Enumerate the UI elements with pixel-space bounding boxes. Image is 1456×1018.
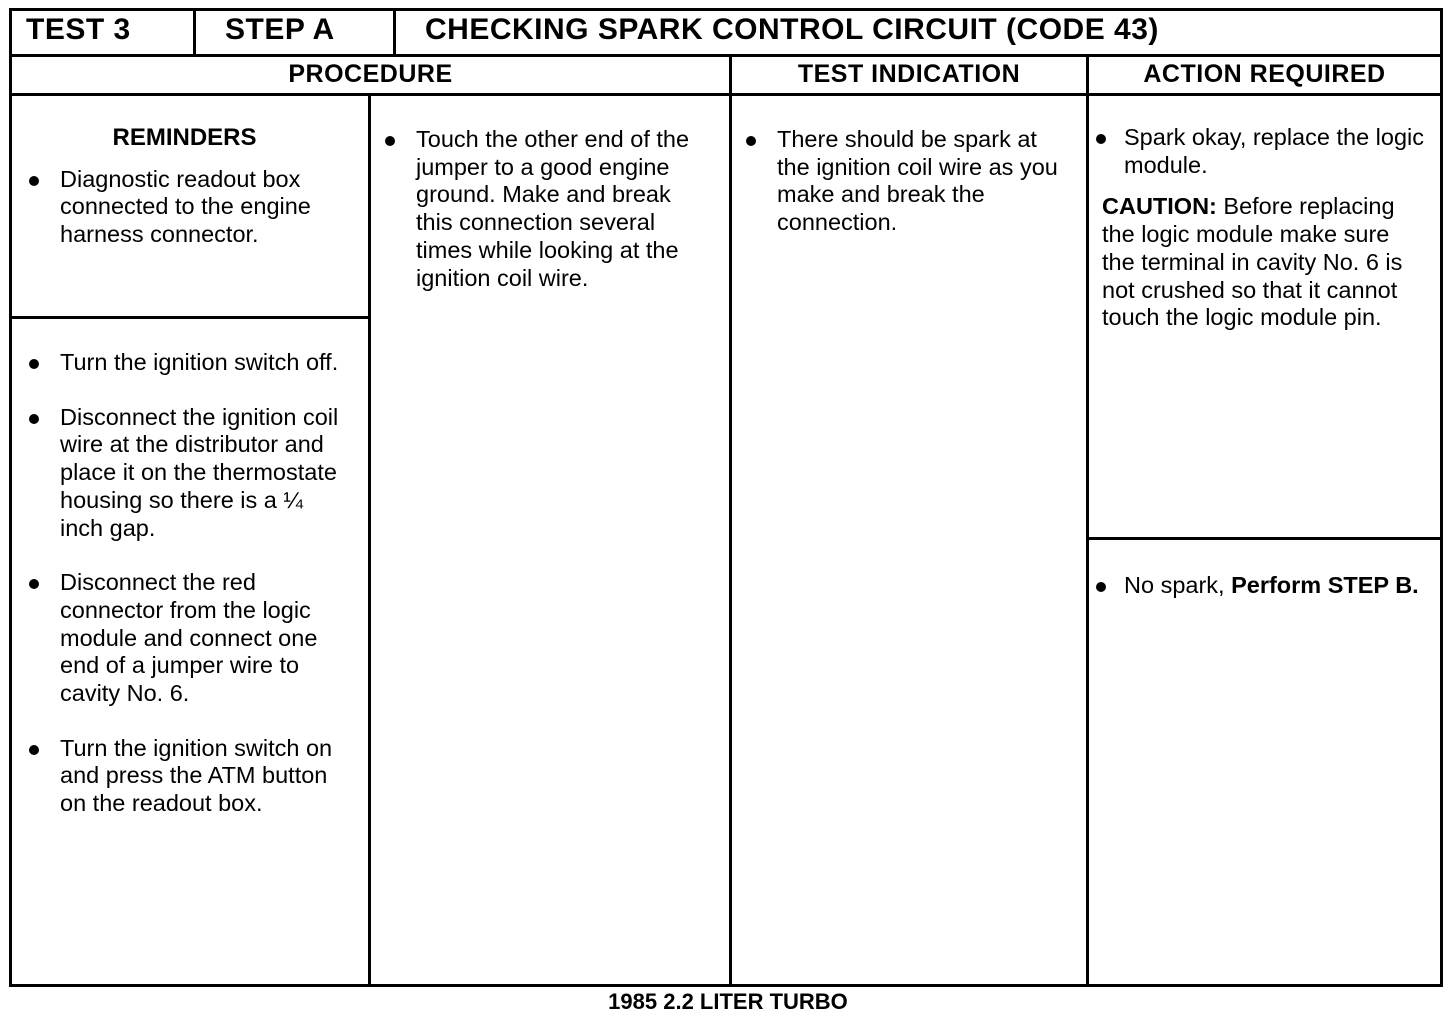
procedure-steps-right [368, 126, 708, 319]
procedure-steps-left [12, 349, 350, 845]
reminders-title: REMINDERS [112, 124, 257, 151]
column-header-divider [12, 93, 1440, 96]
procedure-step: Disconnect the red connector from the logic module and connect one end of a jumper wire to cavity No. 6. [12, 569, 350, 708]
reminder-item: Diagnostic readout box connected to the engine harness connector. [12, 166, 357, 249]
procedure-step: Disconnect the ignition coil wire at the distributor and place it on the thermostate housing so there is a ¼ inch gap. [12, 404, 350, 543]
action-no-spark [1089, 572, 1424, 600]
page-title: CHECKING SPARK CONTROL CIRCUIT (CODE 43) [425, 13, 1159, 46]
diagnostic-table [9, 8, 1443, 987]
header-separator-2 [393, 11, 396, 54]
caution-note [1089, 193, 1424, 332]
no-spark-action: Perform STEP B. [1231, 572, 1419, 598]
action-spark-ok: Spark okay, replace the logic module. [1089, 124, 1424, 179]
procedure-step: Turn the ignition switch off. [12, 349, 350, 377]
procedure-step: Touch the other end of the jumper to a good engine ground. Make and break this connection several times while looking at the ignition coil wire. [368, 126, 708, 292]
caution-text: Before replacing the logic module make sure the terminal in cavity No. 6 is not crushed so that it cannot touch the logic module pin. [1102, 193, 1403, 331]
column-header-test-indication: TEST INDICATION [797, 60, 1021, 88]
action-divider [1086, 537, 1440, 540]
test-indication-cell [729, 126, 1069, 264]
procedure-step: Turn the ignition switch on and press the ATM button on the readout box. [12, 735, 350, 818]
action-required-no-spark-cell [1089, 572, 1424, 627]
caution-label: CAUTION: [1102, 193, 1217, 220]
header-separator-1 [193, 11, 196, 54]
no-spark-prefix: No spark, [1124, 572, 1232, 598]
test-number: TEST 3 [26, 13, 131, 46]
reminders-cell [12, 124, 357, 276]
reminders-divider [12, 316, 368, 319]
page-footer: 1985 2.2 LITER TURBO [608, 989, 848, 1014]
test-indication-item: There should be spark at the ignition coil wire as you make and break the connection. [729, 126, 1069, 237]
action-required-ok-cell [1089, 124, 1424, 332]
column-header-procedure: PROCEDURE [288, 60, 453, 88]
column-header-action-required: ACTION REQUIRED [1143, 60, 1386, 88]
step-label: STEP A [225, 13, 335, 46]
